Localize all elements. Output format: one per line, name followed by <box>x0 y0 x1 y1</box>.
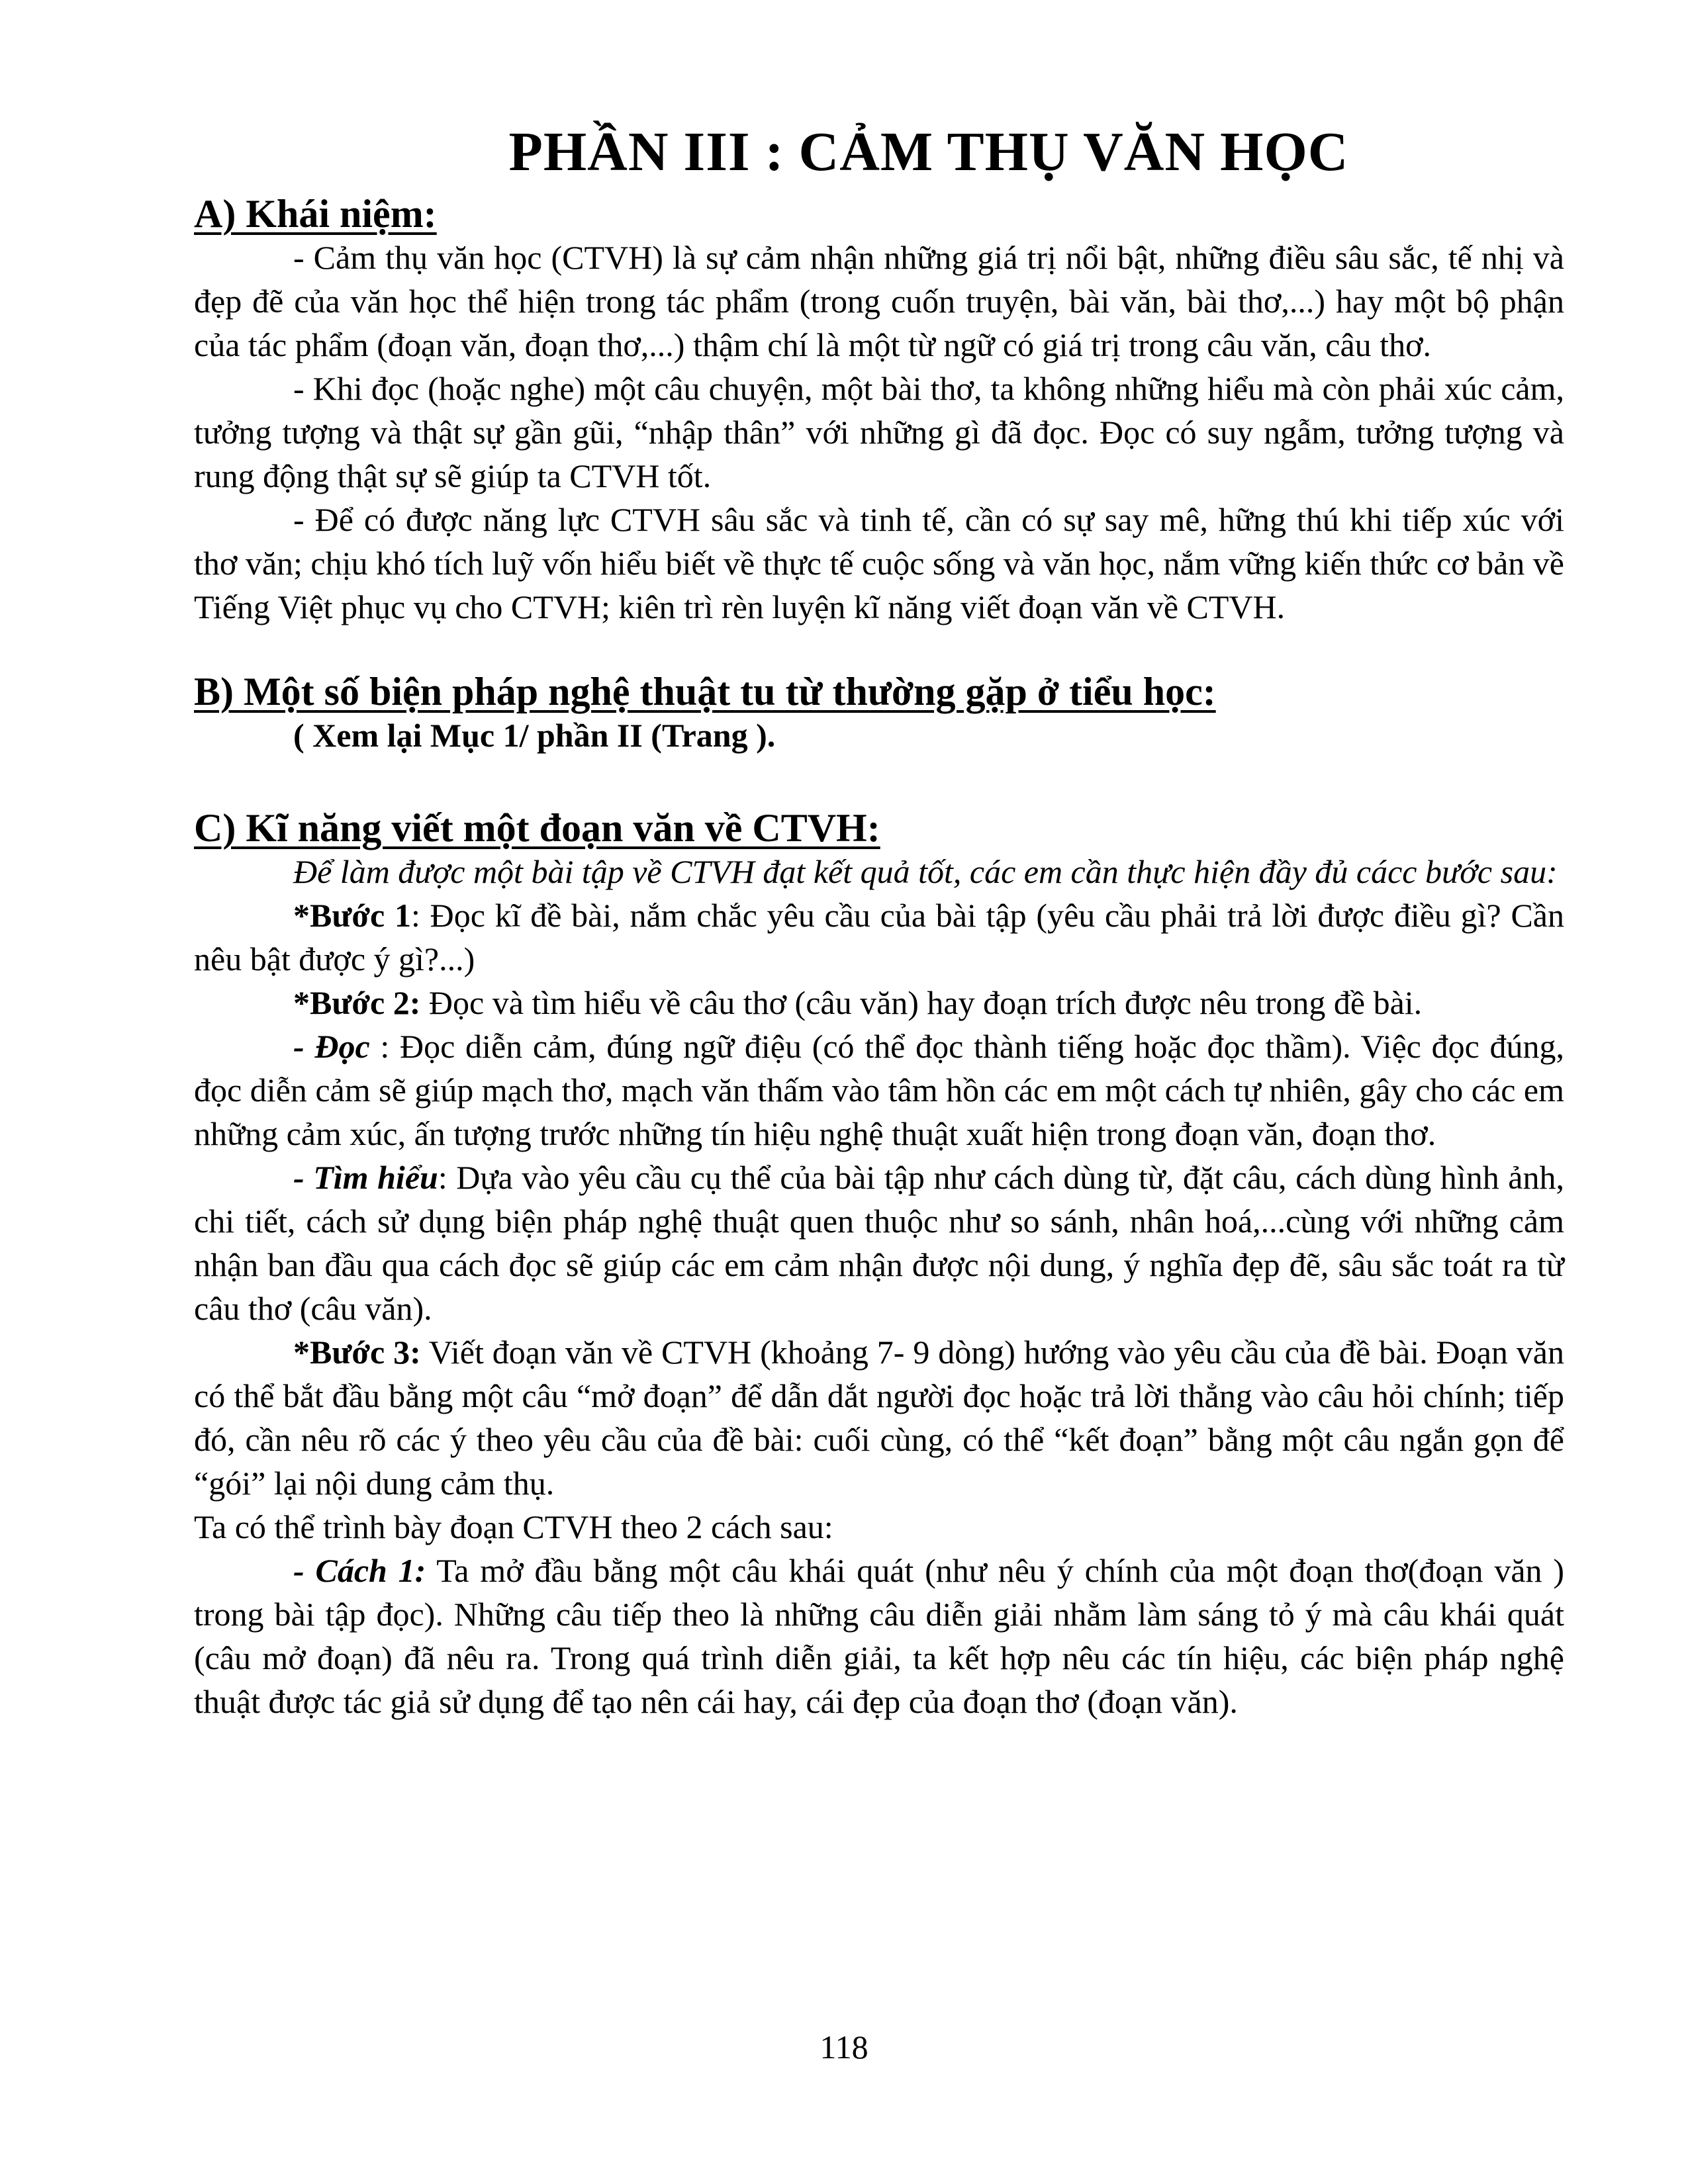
page-content <box>194 113 1564 1723</box>
section-a-paragraph-2: - Khi đọc (hoặc nghe) một câu chuyện, một bài thơ, ta không những hiểu mà còn phải xúc cảm, tưởng tượng và thật sự gần gũi, “nhập thân” với những gì đã đọc. Đọc có suy ngẫm, tưởng tượng và rung động thật sự sẽ giúp ta CTVH tốt. <box>194 370 1564 494</box>
section-b-reference: ( Xem lại Mục 1/ phần II (Trang ). <box>293 717 776 754</box>
step-2-text: Đọc và tìm hiểu về câu thơ (câu văn) hay đoạn trích được nêu trong đề bài. <box>420 984 1423 1021</box>
step-2-paragraph <box>194 981 1564 1024</box>
step-1-label: *Bước 1 <box>293 897 411 934</box>
page-number: 118 <box>820 2028 868 2066</box>
tim-hieu-label: - Tìm hiểu <box>293 1159 438 1196</box>
step-1-paragraph <box>194 893 1564 981</box>
section-a-paragraph-1: - Cảm thụ văn học (CTVH) là sự cảm nhận những giá trị nổi bật, những điều sâu sắc, tế nhị và đẹp đẽ của văn học thể hiện trong tác phẩm (trong cuốn truyện, bài văn, bài thơ,...) hay một bộ phận của tác phẩm (đoạn văn, đoạn thơ,...) thậm chí là một từ ngữ có giá trị trong câu văn, câu thơ. <box>194 239 1564 363</box>
section-b-heading: B) Một số biện pháp nghệ thuật tu từ thường gặp ở tiểu học: <box>194 670 1216 713</box>
section-a-paragraph-3: - Để có được năng lực CTVH sâu sắc và tinh tế, cần có sự say mê, hững thú khi tiếp xúc với thơ văn; chịu khó tích luỹ vốn hiểu biết về thực tế cuộc sống và văn học, nắm vững kiến thức cơ bản về Tiếng Việt phục vụ cho CTVH; kiên trì rèn luyện kĩ năng viết đoạn văn về CTVH. <box>194 501 1564 625</box>
step-3-text: Viết đoạn văn về CTVH (khoảng 7- 9 dòng) hướng vào yêu cầu của đề bài. Đoạn văn có thể bắt đầu bằng một câu “mở đoạn” để dẫn dắt người đọc hoặc trả lời thẳng vào câu hỏi chính; tiếp đó, cần nêu rõ các ý theo yêu cầu của đề bài: cuối cùng, có thể “kết đoạn” bằng một câu ngắn gọn để “gói” lại nội dung cảm thụ. <box>194 1334 1564 1502</box>
ways-sentence: Ta có thể trình bày đoạn CTVH theo 2 cách sau: <box>194 1508 833 1545</box>
step-3-paragraph <box>194 1330 1564 1505</box>
doc-text: : Đọc diễn cảm, đúng ngữ điệu (có thể đọc thành tiếng hoặc đọc thầm). Việc đọc đúng, đọc diễn cảm sẽ giúp mạch thơ, mạch văn thấm vào tâm hồn các em một cách tự nhiên, gây cho các em những cảm xúc, ấn tượng trước những tín hiệu nghệ thuật xuất hiện trong đoạn văn, đoạn thơ. <box>194 1028 1565 1152</box>
section-c-heading: C) Kĩ năng viết một đoạn văn về CTVH: <box>194 806 880 850</box>
step-3-label: *Bước 3: <box>293 1334 421 1371</box>
page-title: PHẦN III : CẢM THỤ VĂN HỌC <box>508 121 1349 183</box>
section-c-intro: Để làm được một bài tập về CTVH đạt kết quả tốt, các em cần thực hiện đầy đủ cácc bước sau: <box>293 853 1558 890</box>
section-a-heading: A) Khái niệm: <box>194 192 437 236</box>
tim-hieu-paragraph <box>194 1156 1564 1330</box>
tim-hieu-text: : Dựa vào yêu cầu cụ thể của bài tập như cách dùng từ, đặt câu, cách dùng hình ảnh, chi tiết, cách sử dụng biện pháp nghệ thuật quen thuộc như so sánh, nhân hoá,...cùng với những cảm nhận ban đầu qua cách đọc sẽ giúp các em cảm nhận được nội dung, ý nghĩa đẹp đẽ, sâu sắc toát ra từ câu thơ (câu văn). <box>194 1159 1564 1327</box>
cach-1-text: Ta mở đầu bằng một câu khái quát (như nêu ý chính của một đoạn thơ(đoạn văn ) trong bài tập đọc). Những câu tiếp theo là những câu diễn giải nhằm làm sáng tỏ ý mà câu khái quát (câu mở đoạn) đã nêu ra. Trong quá trình diễn giải, ta kết hợp nêu các tín hiệu, các biện pháp nghệ thuật được tác giả sử dụng để tạo nên cái hay, cái đẹp của đoạn thơ (đoạn văn). <box>194 1552 1565 1720</box>
step-2-label: *Bước 2: <box>293 984 421 1021</box>
doc-label: - Đọc <box>293 1028 370 1065</box>
cach-1-paragraph <box>194 1549 1564 1723</box>
step-1-text: : Đọc kĩ đề bài, nắm chắc yêu cầu của bài tập (yêu cầu phải trả lời được điều gì? Cần nêu bật được ý gì?...) <box>194 897 1564 978</box>
doc-paragraph <box>194 1024 1564 1156</box>
cach-1-label: - Cách 1: <box>293 1552 426 1589</box>
